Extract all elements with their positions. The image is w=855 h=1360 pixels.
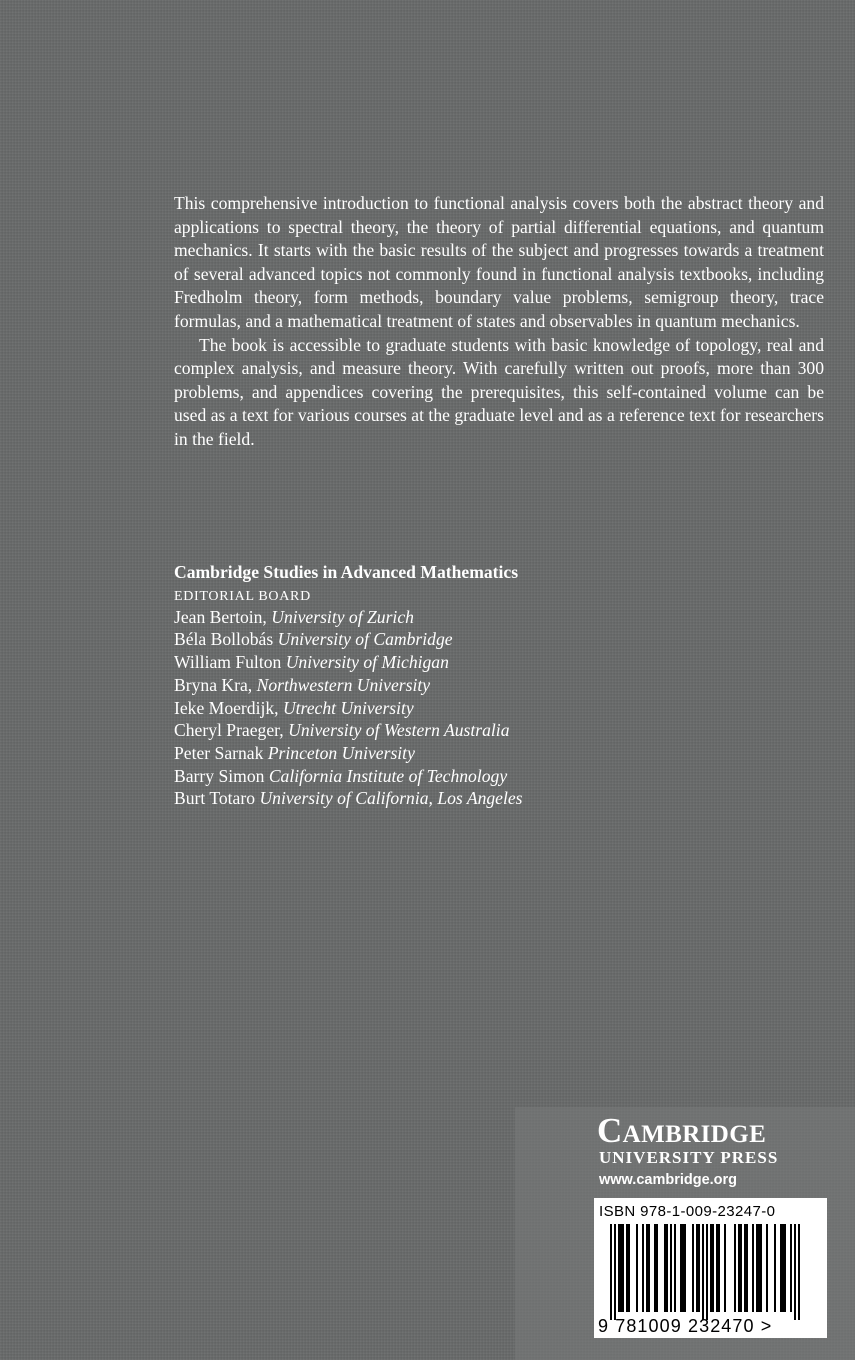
editor-affiliation: Utrecht University bbox=[282, 697, 414, 718]
barcode-bar bbox=[628, 1224, 630, 1312]
editor-entry bbox=[174, 787, 834, 810]
barcode-bar bbox=[692, 1224, 694, 1312]
barcode-bar bbox=[670, 1224, 672, 1312]
barcode-bar bbox=[774, 1224, 776, 1312]
barcode-bar bbox=[780, 1224, 782, 1312]
editor-entry bbox=[174, 719, 834, 742]
barcode-bar bbox=[744, 1224, 746, 1312]
editor-name: Jean Bertoin, bbox=[174, 606, 272, 627]
barcode-bar bbox=[794, 1224, 796, 1320]
barcode-bar bbox=[760, 1224, 762, 1312]
editor-name: Burt Totaro bbox=[174, 788, 260, 809]
editor-name: William Fulton bbox=[174, 652, 286, 673]
barcode-bar bbox=[798, 1224, 800, 1320]
series-section bbox=[174, 561, 834, 810]
editor-affiliation: University of Zurich bbox=[271, 606, 414, 627]
blurb-paragraph-1: This comprehensive introduction to functional analysis covers both the abstract theory and applications to spectral theory, the theory of partial differential equations, and quantum mechanics. It starts with the basic results of the subject and progresses towards a treatment of several advanced topics not commonly found in functional analysis textbooks, including Fredholm theory, form methods, boundary value problems, semigroup theory, trace formulas, and a mathematical treatment of states and observables in quantum mechanics. bbox=[174, 193, 824, 331]
publisher-url: www.cambridge.org bbox=[599, 1172, 738, 1188]
barcode-bar bbox=[734, 1224, 736, 1312]
editor-name: Peter Sarnak bbox=[174, 742, 268, 763]
barcode-bar bbox=[724, 1224, 726, 1312]
editor-name: Bryna Kra, bbox=[174, 674, 257, 695]
editor-affiliation: University of Michigan bbox=[285, 652, 449, 673]
barcode-bar bbox=[784, 1224, 786, 1312]
editor-entry bbox=[174, 606, 834, 629]
barcode-bar bbox=[626, 1224, 628, 1312]
editor-name: Ieke Moerdijk, bbox=[174, 697, 283, 718]
editor-entry bbox=[174, 674, 834, 697]
editor-entry bbox=[174, 742, 834, 765]
barcode-bar bbox=[674, 1224, 676, 1312]
editor-affiliation: Northwestern University bbox=[256, 674, 431, 695]
barcode-bar bbox=[684, 1224, 686, 1312]
barcode-bar bbox=[682, 1224, 684, 1312]
barcode-bar bbox=[740, 1224, 742, 1312]
barcode-bar bbox=[738, 1224, 740, 1312]
editorial-board-label: EDITORIAL BOARD bbox=[174, 588, 311, 604]
editor-entry bbox=[174, 765, 834, 788]
barcode-bar bbox=[696, 1224, 698, 1312]
barcode-bar bbox=[610, 1224, 612, 1320]
blurb-paragraph-2: The book is accessible to graduate students with basic knowledge of topology, real and complex analysis, and measure theory. With carefully written out proofs, more than 300 problems, and appendices covering the prerequisites, this self-contained volume can be used as a text for various courses at the graduate level and as a reference text for researchers in the field. bbox=[174, 334, 824, 449]
barcode-bar bbox=[790, 1224, 792, 1312]
editor-affiliation: University of California, Los Angeles bbox=[259, 788, 523, 809]
barcode-bar bbox=[620, 1224, 622, 1312]
barcode-bar bbox=[642, 1224, 644, 1312]
series-title: Cambridge Studies in Advanced Mathematics bbox=[174, 562, 519, 582]
barcode-bar bbox=[698, 1224, 700, 1312]
isbn-label: ISBN 978-1-009-23247-0 bbox=[599, 1203, 776, 1220]
barcode-bar bbox=[746, 1224, 748, 1312]
barcode-bar bbox=[618, 1224, 620, 1312]
barcode-bar bbox=[636, 1224, 638, 1312]
barcode-bar bbox=[766, 1224, 768, 1312]
barcode-bar bbox=[648, 1224, 650, 1312]
barcode-bar bbox=[718, 1224, 720, 1312]
barcode-digits: 9 781009 232470 > bbox=[598, 1316, 773, 1336]
publisher-press-label: UNIVERSITY PRESS bbox=[599, 1148, 779, 1167]
editor-affiliation: University of Western Australia bbox=[288, 720, 510, 741]
editor-name: Cheryl Praeger, bbox=[174, 720, 289, 741]
editor-name: Barry Simon bbox=[174, 765, 269, 786]
barcode-bar bbox=[758, 1224, 760, 1312]
barcode-bar bbox=[664, 1224, 666, 1312]
barcode-bar bbox=[680, 1224, 682, 1312]
editor-affiliation: Princeton University bbox=[267, 742, 415, 763]
editor-entry bbox=[174, 651, 834, 674]
editor-entry bbox=[174, 628, 834, 651]
barcode-bar bbox=[752, 1224, 754, 1312]
barcode-bar bbox=[756, 1224, 758, 1312]
editor-name: Béla Bollobás bbox=[174, 629, 278, 650]
barcode-bar bbox=[710, 1224, 712, 1312]
publisher-logo-wordmark: Cambridge bbox=[597, 1111, 767, 1150]
barcode-bar bbox=[702, 1224, 704, 1320]
editor-entry bbox=[174, 697, 834, 720]
barcode-bar bbox=[666, 1224, 668, 1312]
barcode-bar bbox=[712, 1224, 714, 1312]
publisher-block bbox=[515, 1107, 855, 1360]
barcode-bar bbox=[706, 1224, 708, 1320]
barcode-bar bbox=[656, 1224, 658, 1312]
editor-affiliation: California Institute of Technology bbox=[268, 765, 508, 786]
barcode-bar bbox=[782, 1224, 784, 1312]
barcode-bar bbox=[614, 1224, 616, 1320]
isbn-barcode bbox=[594, 1198, 827, 1338]
editor-affiliation: University of Cambridge bbox=[277, 629, 453, 650]
barcode-bar bbox=[646, 1224, 648, 1312]
barcode-bar bbox=[622, 1224, 624, 1312]
back-cover-blurb bbox=[174, 192, 824, 452]
barcode-bar bbox=[654, 1224, 656, 1312]
barcode-bar bbox=[716, 1224, 718, 1312]
